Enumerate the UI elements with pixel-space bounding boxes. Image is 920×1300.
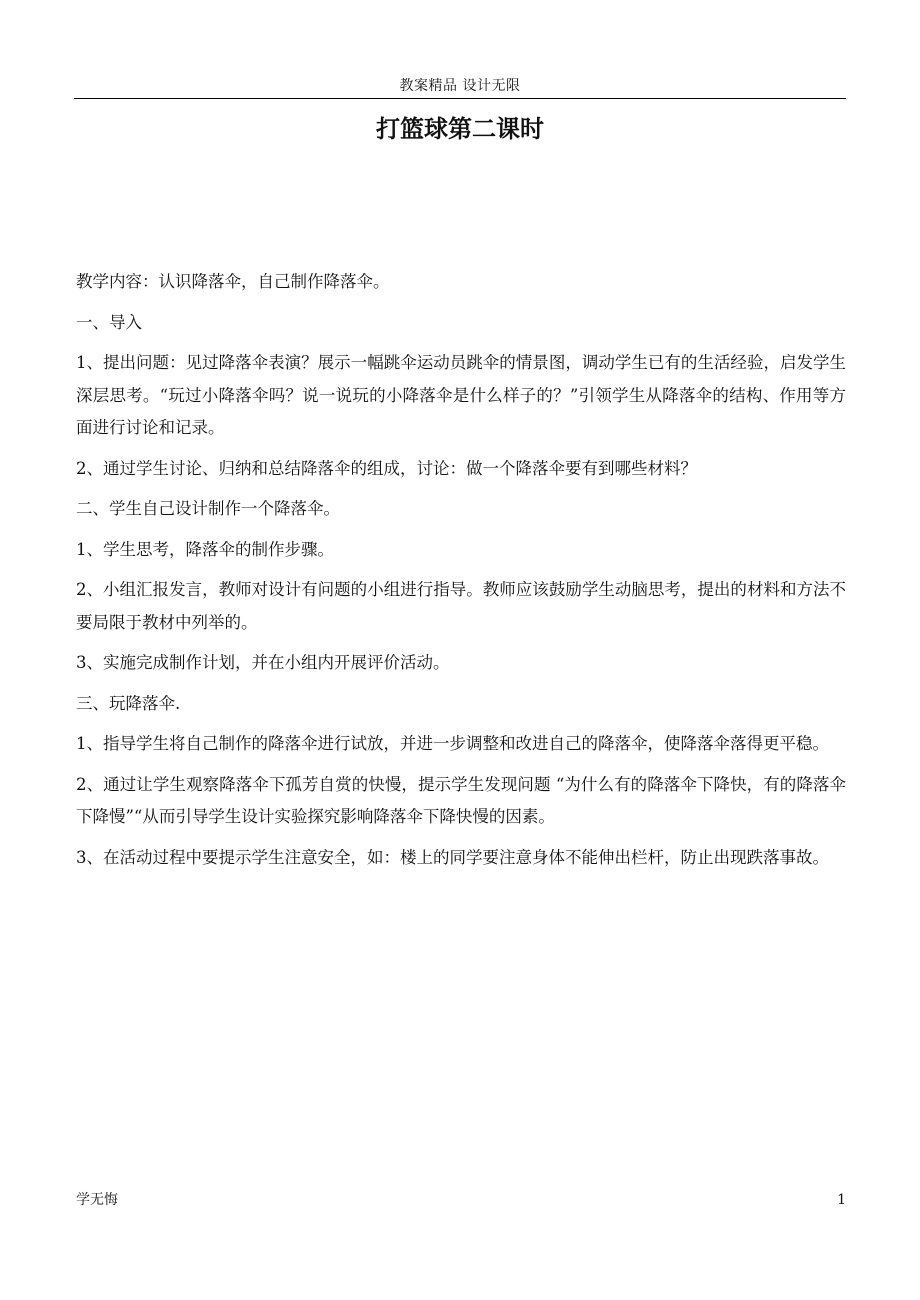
paragraph-play-2: 2、通过让学生观察降落伞下孤芳自赏的快慢，提示学生发现问题 “为什么有的降落伞下降快，有的降落伞下降慢”“从而引导学生设计实验探究影响降落伞下降快慢的因素。 [76, 774, 846, 826]
page-footer-text: 学无悔 [76, 1192, 118, 1208]
paragraph-teaching-content: 教学内容：认识降落伞，自己制作降落伞。 [76, 272, 390, 291]
section-heading-design: 二、学生自己设计制作一个降落伞。 [76, 499, 340, 518]
section-heading-intro: 一、导入 [76, 312, 142, 332]
document-body [76, 266, 846, 882]
paragraph-intro-1: 1、提出问题：见过降落伞表演？展示一幅跳伞运动员跳伞的情景图，调动学生已有的生活经验，启发学生深层思考。“玩过小降落伞吗？说一说玩的小降落伞是什么样子的？”引领学生从降落伞的结构、作用等方面进行讨论和记录。 [76, 353, 846, 437]
paragraph-design-2: 2、小组汇报发言，教师对设计有问题的小组进行指导。教师应该鼓励学生动脑思考，提出的材料和方法不要局限于教材中列举的。 [76, 580, 846, 632]
paragraph-play-3: 3、在活动过程中要提示学生注意安全，如：楼上的同学要注意身体不能伸出栏杆，防止出现跌落事故。 [76, 847, 829, 867]
section-heading-play: 三、玩降落伞. [76, 693, 181, 713]
paragraph-design-3: 3、实施完成制作计划，并在小组内开展评价活动。 [76, 653, 450, 672]
paragraph-design-1: 1、学生思考，降落伞的制作步骤。 [76, 539, 334, 559]
paragraph-play-1: 1、指导学生将自己制作的降落伞进行试放，并进一步调整和改进自己的降落伞，使降落伞落得更平稳。 [76, 734, 829, 753]
header-divider [74, 98, 846, 99]
page-header: 教案精品 设计无限 [399, 78, 521, 94]
document-title: 打篮球第二课时 [376, 115, 544, 143]
paragraph-intro-2: 2、通过学生讨论、归纳和总结降落伞的组成，讨论：做一个降落伞要有到哪些材料？ [76, 458, 697, 478]
page-number: 1 [837, 1192, 846, 1208]
